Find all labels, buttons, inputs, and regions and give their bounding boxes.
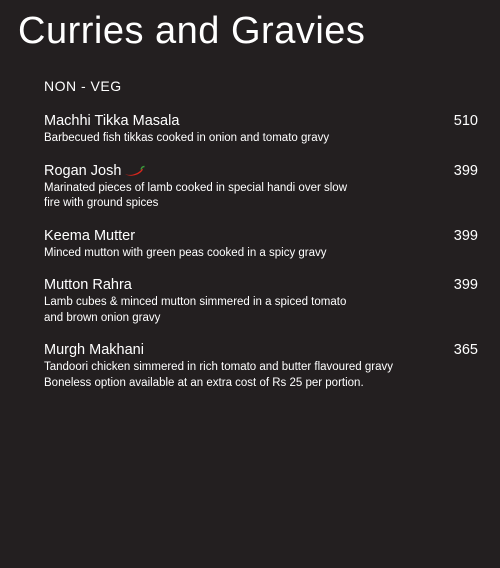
page-title: Curries and Gravies xyxy=(18,10,366,52)
menu-item xyxy=(44,112,478,147)
item-name: Mutton Rahra xyxy=(44,277,132,293)
item-description: Tandoori chicken simmered in rich tomato and butter flavoured gravy Boneless option available at an extra cost of Rs 25 per portion. xyxy=(44,361,394,389)
item-price: 510 xyxy=(453,113,478,129)
item-description: Minced mutton with green peas cooked in a spicy gravy xyxy=(44,246,327,259)
item-name: Murgh Makhani xyxy=(44,342,144,358)
item-price: 399 xyxy=(453,227,478,244)
chili-pepper-icon xyxy=(123,165,145,177)
menu-item xyxy=(44,227,478,262)
section-heading: NON - VEG xyxy=(44,78,122,94)
item-price: 399 xyxy=(453,162,478,179)
item-description: Lamb cubes & minced mutton simmered in a spiced tomato and brown onion gravy xyxy=(44,296,347,324)
item-name: Keema Mutter xyxy=(44,227,136,244)
item-name: Rogan Josh xyxy=(44,162,145,180)
item-price: 365 xyxy=(453,342,478,358)
item-price: 399 xyxy=(453,277,478,293)
menu-item xyxy=(44,162,478,212)
menu-item xyxy=(44,276,478,326)
menu-list xyxy=(44,112,478,406)
menu-item xyxy=(44,341,478,391)
item-name: Machhi Tikka Masala xyxy=(44,113,180,129)
item-description: Marinated pieces of lamb cooked in special handi over slow fire with ground spices xyxy=(44,181,347,209)
item-description: Barbecued fish tikkas cooked in onion and tomato gravy xyxy=(44,132,330,144)
